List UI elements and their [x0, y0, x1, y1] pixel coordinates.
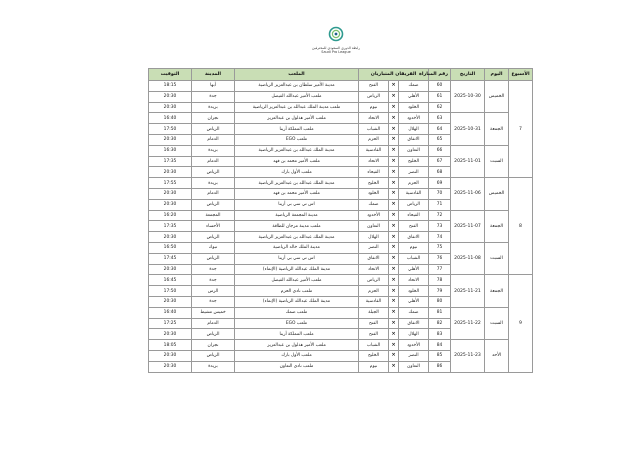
stadium-cell: اس تي سي بي أرينا: [235, 253, 359, 264]
home-team: نيوم: [399, 242, 429, 253]
away-team: القادسية: [359, 296, 389, 307]
league-logo: [306, 26, 366, 64]
stadium-cell: ملعب الأمير هذلول بن عبدالعزيز: [235, 340, 359, 351]
time-cell: 16:20: [149, 210, 192, 221]
home-team: الاتفاق: [399, 232, 429, 243]
city-cell: نجران: [192, 340, 235, 351]
away-team: الهلال: [359, 232, 389, 243]
stadium-cell: ملعب المملكة أرينا: [235, 124, 359, 135]
home-team: الاتفاق: [399, 318, 429, 329]
match-number: 65: [429, 134, 451, 145]
date-cell: 2025-11-06: [451, 178, 485, 210]
stadium-cell: ملعب نادي الحزم: [235, 286, 359, 297]
city-cell: الدمام: [192, 156, 235, 167]
city-cell: بريدة: [192, 178, 235, 189]
city-cell: خميس مشيط: [192, 307, 235, 318]
col-match-no: رقم المباراة: [429, 69, 451, 81]
versus-mark: ×: [389, 286, 399, 297]
col-date: التاريخ: [451, 69, 485, 81]
versus-mark: ×: [389, 167, 399, 178]
away-team: الفتح: [359, 329, 389, 340]
home-team: الأهلي: [399, 264, 429, 275]
stadium-cell: ملعب مدينة الملك عبدالله بن عبدالعزيز الرياضية: [235, 102, 359, 113]
stadium-cell: ملعب المملكة أرينا: [235, 329, 359, 340]
time-cell: 17:50: [149, 286, 192, 297]
home-team: النصر: [399, 167, 429, 178]
versus-mark: ×: [389, 134, 399, 145]
match-number: 67: [429, 156, 451, 167]
stadium-cell: ملعب نادي التعاون: [235, 361, 359, 372]
away-team: نيوم: [359, 102, 389, 113]
versus-mark: ×: [389, 199, 399, 210]
day-cell: الجمعة: [485, 210, 509, 242]
match-number: 70: [429, 188, 451, 199]
away-team: الاتفاق: [359, 253, 389, 264]
date-cell: 2025-10-31: [451, 113, 485, 145]
city-cell: جدة: [192, 91, 235, 102]
away-team: القادسية: [359, 145, 389, 156]
city-cell: جدة: [192, 296, 235, 307]
table-row: [149, 242, 533, 253]
versus-mark: ×: [389, 275, 399, 286]
date-cell: 2025-11-07: [451, 210, 485, 242]
home-team: النصر: [399, 350, 429, 361]
city-cell: جدة: [192, 264, 235, 275]
city-cell: الدمام: [192, 134, 235, 145]
versus-mark: ×: [389, 242, 399, 253]
away-team: الاتحاد: [359, 156, 389, 167]
table-row: [149, 275, 533, 286]
stadium-cell: ملعب EGO: [235, 134, 359, 145]
match-number: 86: [429, 361, 451, 372]
home-team: الأخدود: [399, 340, 429, 351]
home-team: الفتح: [399, 221, 429, 232]
away-team: التعاون: [359, 221, 389, 232]
stadium-cell: مدينة الملك عبدالله الرياضية (الإنماء): [235, 296, 359, 307]
stadium-cell: مدينة الأمير سلطان بن عبدالعزيز الرياضية: [235, 81, 359, 92]
match-number: 63: [429, 113, 451, 124]
city-cell: الرياض: [192, 199, 235, 210]
stadium-cell: مدينة الملك عبدالله بن عبدالعزيز الرياضية: [235, 145, 359, 156]
time-cell: 20:30: [149, 134, 192, 145]
away-team: الخليج: [359, 178, 389, 189]
home-team: الأهلي: [399, 296, 429, 307]
away-team: الحزم: [359, 286, 389, 297]
city-cell: بريدة: [192, 361, 235, 372]
time-cell: 18:15: [149, 81, 192, 92]
stadium-cell: ملعب الأول بارك: [235, 350, 359, 361]
table-header-row: [149, 69, 533, 81]
home-team: التعاون: [399, 145, 429, 156]
date-cell: 2025-11-01: [451, 145, 485, 177]
time-cell: 17:55: [149, 178, 192, 189]
match-number: 72: [429, 210, 451, 221]
away-team: النصر: [359, 242, 389, 253]
city-cell: بريدة: [192, 102, 235, 113]
away-team: الرياض: [359, 275, 389, 286]
match-number: 74: [429, 232, 451, 243]
versus-mark: ×: [389, 361, 399, 372]
stadium-cell: مدينة الملك خالد الرياضية: [235, 242, 359, 253]
away-team: الاتحاد: [359, 264, 389, 275]
home-team: الفيحاء: [399, 210, 429, 221]
versus-mark: ×: [389, 124, 399, 135]
table-row: [149, 178, 533, 189]
time-cell: 16:40: [149, 307, 192, 318]
match-number: 76: [429, 253, 451, 264]
day-cell: الأحد: [485, 340, 509, 372]
col-week: الأسبوع: [509, 69, 533, 81]
table-row: [149, 81, 533, 92]
time-cell: 20:30: [149, 264, 192, 275]
date-cell: 2025-11-08: [451, 242, 485, 274]
time-cell: 20:30: [149, 188, 192, 199]
away-team: الرياض: [359, 91, 389, 102]
time-cell: 20:30: [149, 361, 192, 372]
home-team: الهلال: [399, 124, 429, 135]
time-cell: 18:05: [149, 340, 192, 351]
table-row: [149, 307, 533, 318]
col-day: اليوم: [485, 69, 509, 81]
match-number: 60: [429, 81, 451, 92]
away-team: الاتحاد: [359, 113, 389, 124]
away-team: الجبلة: [359, 307, 389, 318]
stadium-cell: ملعب ضمك: [235, 307, 359, 318]
match-number: 85: [429, 350, 451, 361]
time-cell: 17:50: [149, 124, 192, 135]
col-stadium: الملعب: [235, 69, 359, 81]
home-team: الخلود: [399, 286, 429, 297]
home-team: الخليج: [399, 156, 429, 167]
date-cell: 2025-10-30: [451, 81, 485, 113]
versus-mark: ×: [389, 340, 399, 351]
versus-mark: ×: [389, 253, 399, 264]
time-cell: 16:50: [149, 242, 192, 253]
away-team: الخلود: [359, 188, 389, 199]
match-number: 71: [429, 199, 451, 210]
city-cell: الرياض: [192, 329, 235, 340]
time-cell: 20:30: [149, 199, 192, 210]
day-cell: الجمعة: [485, 275, 509, 307]
time-cell: 16:40: [149, 113, 192, 124]
stadium-cell: ملعب الأول بارك: [235, 167, 359, 178]
home-team: الشباب: [399, 253, 429, 264]
home-team: التعاون: [399, 361, 429, 372]
versus-mark: ×: [389, 318, 399, 329]
away-team: الشباب: [359, 124, 389, 135]
match-number: 78: [429, 275, 451, 286]
city-cell: المجمعة: [192, 210, 235, 221]
week-cell: 8: [509, 178, 533, 275]
home-team: الأخدود: [399, 113, 429, 124]
away-team: الفيحاء: [359, 167, 389, 178]
city-cell: الرس: [192, 286, 235, 297]
versus-mark: ×: [389, 178, 399, 189]
versus-mark: ×: [389, 350, 399, 361]
time-cell: 20:30: [149, 102, 192, 113]
match-number: 77: [429, 264, 451, 275]
col-teams: الفريقان المتباريان: [359, 69, 429, 81]
day-cell: الخميس: [485, 81, 509, 113]
col-city: المدينة: [192, 69, 235, 81]
city-cell: الأحساء: [192, 221, 235, 232]
day-cell: السبت: [485, 307, 509, 339]
match-number: 64: [429, 124, 451, 135]
city-cell: تبوك: [192, 242, 235, 253]
time-cell: 16:30: [149, 145, 192, 156]
date-cell: 2025-11-22: [451, 307, 485, 339]
home-team: القادسية: [399, 188, 429, 199]
versus-mark: ×: [389, 329, 399, 340]
home-team: الاتحاد: [399, 275, 429, 286]
away-team: الأخدود: [359, 210, 389, 221]
day-cell: الخميس: [485, 178, 509, 210]
match-number: 66: [429, 145, 451, 156]
stadium-cell: ملعب EGO: [235, 318, 359, 329]
stadium-cell: ملعب الأمير هذلول بن عبدالعزيز: [235, 113, 359, 124]
versus-mark: ×: [389, 210, 399, 221]
home-team: الأهلي: [399, 91, 429, 102]
home-team: الاتفاق: [399, 134, 429, 145]
col-time: التوقيت: [149, 69, 192, 81]
match-number: 83: [429, 329, 451, 340]
match-number: 69: [429, 178, 451, 189]
time-cell: 17:45: [149, 253, 192, 264]
city-cell: الرياض: [192, 350, 235, 361]
match-schedule-table: [148, 68, 533, 373]
league-logo-icon: [328, 26, 344, 42]
org-name-en: Saudi Pro League: [321, 50, 351, 54]
table-row: [149, 210, 533, 221]
table-row: [149, 145, 533, 156]
city-cell: أبها: [192, 81, 235, 92]
home-team: الرياض: [399, 199, 429, 210]
day-cell: الجمعة: [485, 113, 509, 145]
time-cell: 16:45: [149, 275, 192, 286]
versus-mark: ×: [389, 156, 399, 167]
week-cell: 7: [509, 81, 533, 178]
city-cell: الرياض: [192, 232, 235, 243]
away-team: الخليج: [359, 350, 389, 361]
time-cell: 17:35: [149, 156, 192, 167]
time-cell: 20:30: [149, 91, 192, 102]
city-cell: جدة: [192, 275, 235, 286]
stadium-cell: ملعب الأمير محمد بن فهد: [235, 156, 359, 167]
city-cell: الدمام: [192, 318, 235, 329]
versus-mark: ×: [389, 232, 399, 243]
table-row: [149, 113, 533, 124]
match-number: 62: [429, 102, 451, 113]
away-team: الفتح: [359, 81, 389, 92]
stadium-cell: ملعب الأمير عبدالله الفيصل: [235, 91, 359, 102]
city-cell: الدمام: [192, 188, 235, 199]
date-cell: 2025-11-23: [451, 340, 485, 372]
away-team: نيوم: [359, 361, 389, 372]
versus-mark: ×: [389, 145, 399, 156]
city-cell: الرياض: [192, 253, 235, 264]
versus-mark: ×: [389, 91, 399, 102]
match-number: 61: [429, 91, 451, 102]
match-number: 84: [429, 340, 451, 351]
stadium-cell: مدينة المجمعة الرياضية: [235, 210, 359, 221]
city-cell: نجران: [192, 113, 235, 124]
time-cell: 20:30: [149, 232, 192, 243]
time-cell: 17:35: [149, 221, 192, 232]
org-name: رابطة الدوري السعودي للمحترفين: [311, 46, 360, 50]
day-cell: السبت: [485, 242, 509, 274]
match-number: 79: [429, 286, 451, 297]
away-team: الحزم: [359, 134, 389, 145]
match-number: 68: [429, 167, 451, 178]
city-cell: الرياض: [192, 167, 235, 178]
match-number: 82: [429, 318, 451, 329]
home-team: الخلود: [399, 102, 429, 113]
match-number: 73: [429, 221, 451, 232]
time-cell: 20:30: [149, 350, 192, 361]
versus-mark: ×: [389, 307, 399, 318]
table-row: [149, 340, 533, 351]
stadium-cell: اس تي سي بي أرينا: [235, 199, 359, 210]
time-cell: 20:30: [149, 296, 192, 307]
stadium-cell: ملعب الأمير محمد بن فهد: [235, 188, 359, 199]
home-team: ضمك: [399, 81, 429, 92]
stadium-cell: ملعب مدينة مرجان للطاقة: [235, 221, 359, 232]
week-cell: 9: [509, 275, 533, 372]
match-number: 81: [429, 307, 451, 318]
time-cell: 20:30: [149, 167, 192, 178]
stadium-cell: مدينة الملك عبدالله بن عبدالعزيز الرياضية: [235, 178, 359, 189]
match-number: 75: [429, 242, 451, 253]
time-cell: 20:30: [149, 329, 192, 340]
away-team: الشباب: [359, 340, 389, 351]
stadium-cell: مدينة الملك عبدالله الرياضية (الإنماء): [235, 264, 359, 275]
versus-mark: ×: [389, 113, 399, 124]
away-team: ضمك: [359, 199, 389, 210]
versus-mark: ×: [389, 188, 399, 199]
versus-mark: ×: [389, 221, 399, 232]
versus-mark: ×: [389, 81, 399, 92]
city-cell: الرياض: [192, 124, 235, 135]
day-cell: السبت: [485, 145, 509, 177]
schedule-body: [149, 81, 533, 373]
away-team: الفتح: [359, 318, 389, 329]
city-cell: بريدة: [192, 145, 235, 156]
home-team: الحزم: [399, 178, 429, 189]
date-cell: 2025-11-21: [451, 275, 485, 307]
versus-mark: ×: [389, 264, 399, 275]
stadium-cell: ملعب الأمير عبدالله الفيصل: [235, 275, 359, 286]
versus-mark: ×: [389, 102, 399, 113]
match-number: 80: [429, 296, 451, 307]
stadium-cell: مدينة الملك عبدالله بن عبدالعزيز الرياضية: [235, 232, 359, 243]
time-cell: 17:25: [149, 318, 192, 329]
versus-mark: ×: [389, 296, 399, 307]
home-team: ضمك: [399, 307, 429, 318]
home-team: الهلال: [399, 329, 429, 340]
